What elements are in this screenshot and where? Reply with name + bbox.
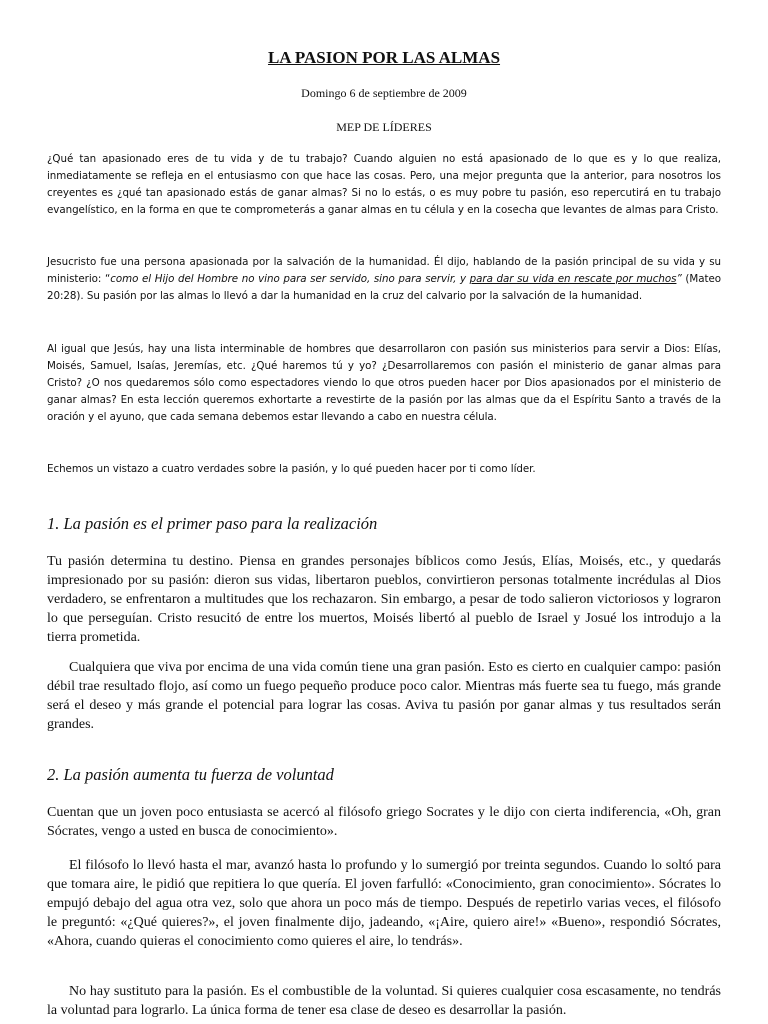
bible-quote-underlined: para dar su vida en rescate por muchos	[469, 273, 677, 285]
document-subtitle: MEP DE LÍDERES	[336, 120, 432, 134]
section-2-heading: 2. La pasión aumenta tu fuerza de voluntad	[47, 765, 334, 784]
document-page	[47, 0, 721, 1024]
section-2-paragraph-2: El filósofo lo llevó hasta el mar, avanzó hasta lo profundo y lo sumergió por treinta segundos. Cuando lo soltó para que tomara aire, le pidió que repitiera lo que quería. El joven farfulló: «Conocimiento, gran conocimiento». Sócrates lo empujó debajo del agua otra vez, solo que ahora un poco más de tiempo. Después de repetirlo varias veces, el filósofo le preguntó: «¿Qué quieres?», el joven finalmente dijo, jadeando, «¡Aire, quiero aire!» «Bueno», respondió Sócrates, «Ahora, cuando quieras el conocimiento como quieres el aire, lo tendrás».	[47, 858, 721, 949]
paragraph-heroes: Al igual que Jesús, hay una lista interminable de hombres que desarrollaron con pasión sus ministerios para servir a Dios: Elías, Moisés, Samuel, Isaías, Jeremías, etc. ¿Qué haremos tú y yo? ¿Desarrollaremos con pasión el ministerio de ganar almas para Cristo? ¿O nos quedaremos sólo como espectadores viendo lo que otros pueden hacer por Dios apasionados por el ministerio de ganar almas? En esta lección queremos exhortarte a revestirte de la pasión por las almas que da el Espíritu Santo a través de la oración y el ayuno, que cada semana debemos estar llevando a cabo en nuestra célula.	[47, 343, 721, 423]
jesus-paragraph-before: Jesucristo fue una persona apasionada por la salvación de la humanidad. Él dijo, hablando de la pasión principal de su vida y su ministerio: “	[47, 256, 721, 285]
bible-quote	[110, 273, 681, 285]
section-2-paragraph-1: Cuentan que un joven poco entusiasta se acercó al filósofo griego Socrates y le dijo con cierta indiferencia, «Oh, gran Sócrates, vengo a usted en busca de conocimiento».	[47, 805, 721, 839]
paragraph-four-truths: Echemos un vistazo a cuatro verdades sobre la pasión, y lo qué pueden hacer por ti como líder.	[47, 463, 536, 475]
section-1-paragraph-1: Tu pasión determina tu destino. Piensa en grandes personajes bíblicos como Jesús, Elías, Moisés, etc., y quedarás impresionado por su pasión: dieron sus vidas, libertaron pueblos, convirtieron personas totalmente incrédulas al Dios verdadero, se enfrentaron a multitudes que los rechazaron. Sin embargo, a pesar de todo salieron victoriosos y lograron lo que perseguían. Cristo resucitó de entre los muertos, Moisés libertó al pueblo de Israel y Josué los introdujo a la tierra prometida.	[47, 554, 721, 645]
section-1-heading: 1. La pasión es el primer paso para la realización	[47, 514, 378, 533]
section-2-paragraph-3: No hay sustituto para la pasión. Es el combustible de la voluntad. Si quieres cualquier cosa escasamente, no tendrás la voluntad para lograrlo. La única forma de tener esa clase de deseo es desarrollar la pasión.	[47, 984, 721, 1018]
bible-quote-plain: como el Hijo del Hombre no vino para ser servido, sino para servir, y	[110, 273, 470, 285]
jesus-paragraph-after: (Mateo 20:28). Su pasión por las almas lo llevó a dar la humanidad en la cruz del calvario por la salvación de la humanidad.	[47, 273, 721, 302]
document-date: Domingo 6 de septiembre de 2009	[301, 86, 467, 100]
intro-paragraph: ¿Qué tan apasionado eres de tu vida y de tu trabajo? Cuando alguien no está apasionado de lo que es y lo que realiza, inmediatamente se refleja en el entusiasmo con que hace las cosas. Pero, una mejor pregunta que la anterior, para nosotros los creyentes es ¿qué tan apasionado estás de ganar almas? Si no lo estás, o es muy pobre tu pasión, eso repercutirá en tu trabajo evangelístico, en la forma en que te comprometerás a ganar almas en tu célula y en la cosecha que levantes de almas para Cristo.	[47, 153, 721, 216]
bible-quote-close: ”	[676, 273, 682, 285]
document-title: LA PASION POR LAS ALMAS	[267, 48, 501, 67]
section-1-paragraph-2: Cualquiera que viva por encima de una vida común tiene una gran pasión. Esto es cierto en cualquier campo: pasión débil trae resultado flojo, así como un fuego pequeño produce poco calor. Mientras más fuerte sea tu fuego, más grande será el deseo y más grande el potencial para lograr las cosas. Aviva tu pasión por ganar almas y tus resultados serán grandes.	[47, 660, 721, 732]
jesus-paragraph	[47, 254, 721, 305]
